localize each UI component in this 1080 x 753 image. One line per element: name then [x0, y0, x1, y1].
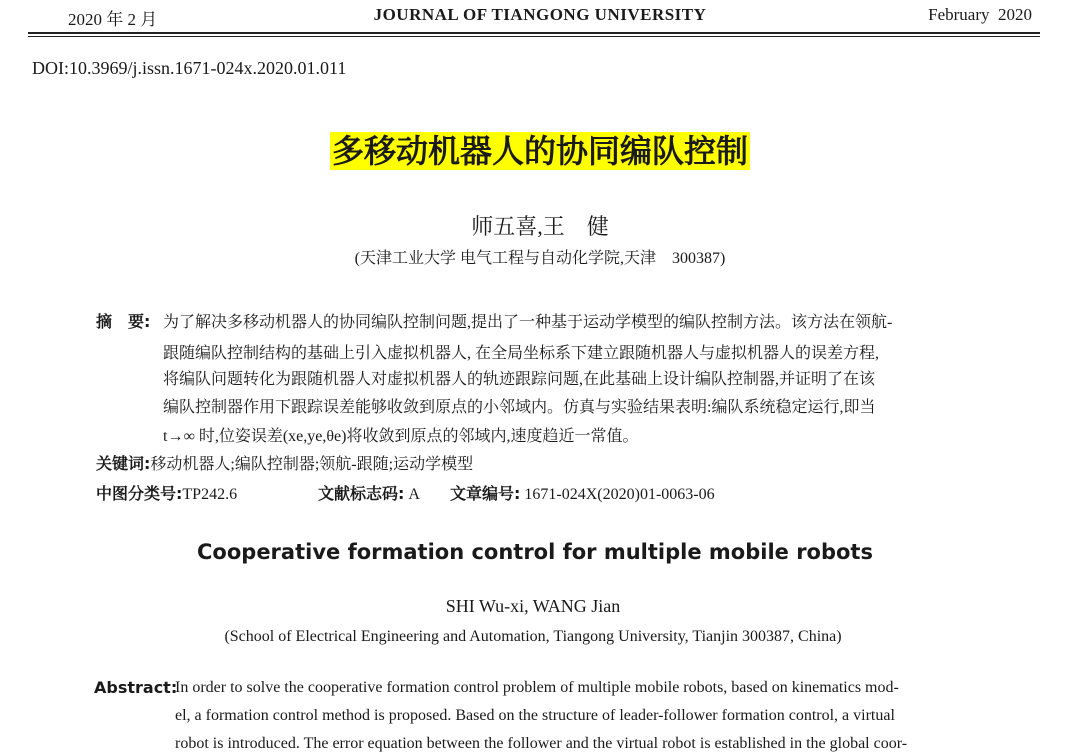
clc-row — [96, 481, 237, 504]
keywords-value: 移动机器人;编队控制器;领航-跟随;运动学模型 — [150, 456, 474, 473]
header-journal-name: JOURNAL OF TIANGONG UNIVERSITY — [373, 5, 707, 24]
abstract-cn-line: 为了解决多移动机器人的协同编队控制问题,提出了一种基于运动学模型的编队控制方法。该方法在领航- — [163, 314, 893, 331]
abstract-en-line: robot is introduced. The error equation between the follower and the virtual robot is established in the global coor- — [175, 735, 908, 752]
article-no-value: 1671-024X(2020)01-0063-06 — [524, 486, 715, 503]
title-cn-wrapper — [0, 126, 1080, 172]
keywords-row — [96, 451, 473, 474]
header-date-en: February 2020 — [928, 5, 1032, 24]
abstract-en-line: In order to solve the cooperative formation control problem of multiple mobile robots, based on kinematics mod- — [175, 679, 899, 696]
abstract-cn-line: t→∞ 时,位姿误差(xe,ye,θe)将收敛到原点的邻域内,速度趋近一常值。 — [163, 428, 639, 445]
doc-code-label: 文献标志码: — [318, 484, 405, 503]
authors-cn: 师五喜,王 健 — [471, 214, 609, 239]
affiliation-cn: (天津工业大学 电气工程与自动化学院,天津 300387) — [354, 250, 726, 267]
abstract-cn-line: 编队控制器作用下跟踪误差能够收敛到原点的小邻域内。仿真与实验结果表明:编队系统稳定运行,即当 — [163, 399, 876, 416]
doc-code-row — [318, 481, 420, 504]
header-rule-thick — [28, 32, 1040, 34]
title-cn: 多移动机器人的协同编队控制 — [331, 132, 748, 170]
article-no-label: 文章编号: — [450, 484, 521, 503]
clc-label: 中图分类号: — [96, 484, 183, 503]
abstract-cn-label: 摘 要: — [96, 312, 151, 331]
clc-value: TP242.6 — [182, 486, 238, 503]
abstract-en-label: Abstract: — [94, 678, 178, 697]
abstract-en-line: el, a formation control method is proposed. Based on the structure of leader-follower formation control, a virtual — [175, 707, 895, 724]
abstract-cn-line: 跟随编队控制结构的基础上引入虚拟机器人, 在全局坐标系下建立跟随机器人与虚拟机器人的误差方程, — [163, 345, 880, 362]
title-en: Cooperative formation control for multiple mobile robots — [197, 540, 873, 564]
header-date-cn: 2020 年 2 月 — [68, 10, 158, 29]
abstract-cn-line: 将编队问题转化为跟随机器人对虚拟机器人的轨迹跟踪问题,在此基础上设计编队控制器,并证明了在该 — [163, 371, 876, 388]
doc-code-value: A — [408, 486, 420, 503]
doi-line: DOI:10.3969/j.issn.1671-024x.2020.01.011 — [32, 58, 347, 78]
header-rule-thin — [28, 36, 1040, 37]
article-no-row — [450, 481, 715, 504]
authors-en: SHI Wu-xi, WANG Jian — [445, 596, 621, 616]
keywords-label: 关键词: — [96, 454, 151, 473]
affiliation-en: (School of Electrical Engineering and Automation, Tiangong University, Tianjin 300387, China) — [224, 628, 842, 645]
